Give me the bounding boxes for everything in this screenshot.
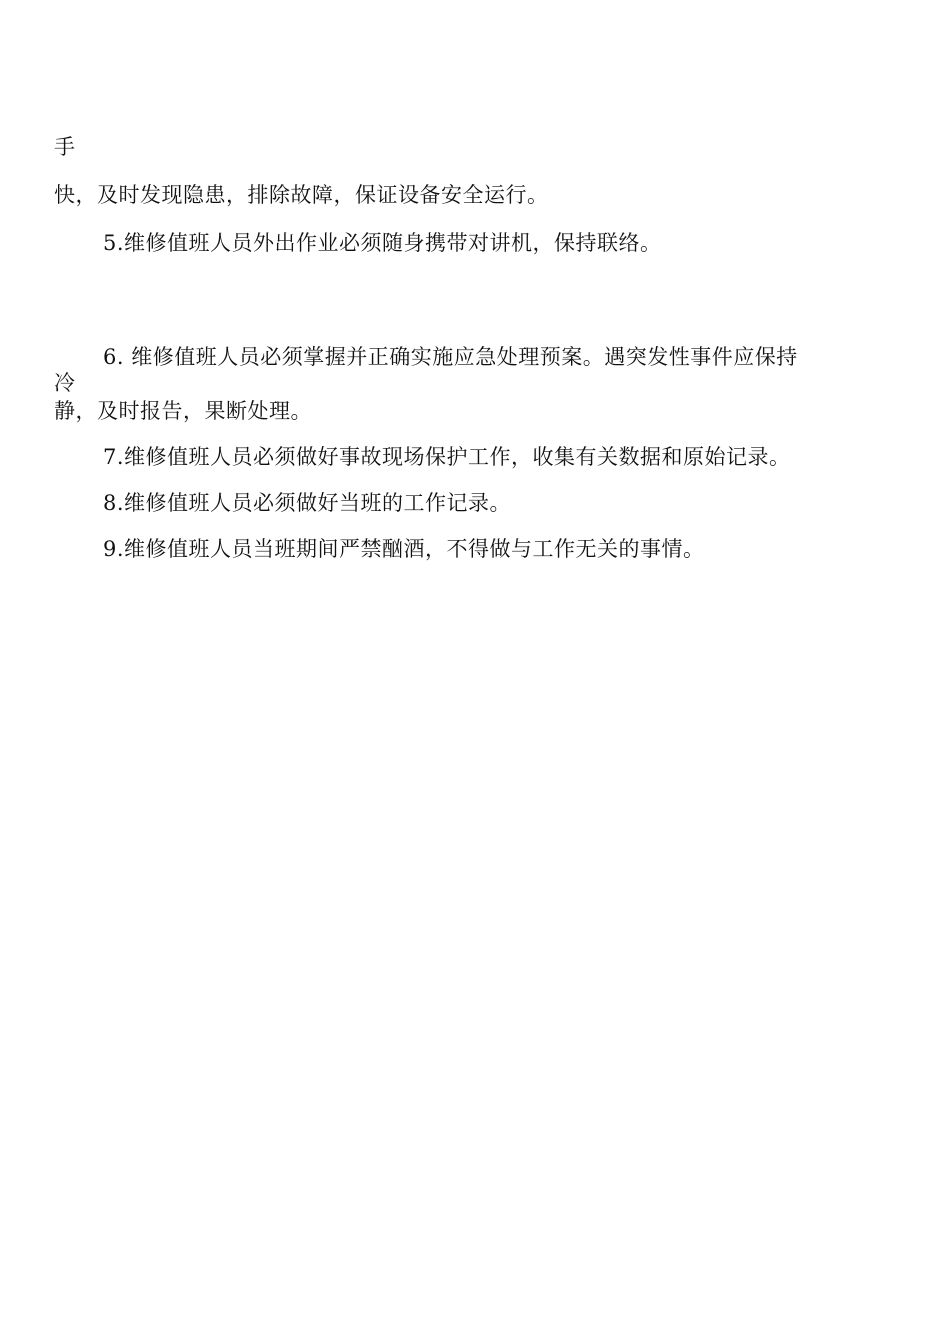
text-line-item-6-continuation: 静，及时报告，果断处理。 xyxy=(54,399,312,423)
text-line-item-7: 7.维修值班人员必须做好事故现场保护工作，收集有关数据和原始记录。 xyxy=(103,445,791,469)
text-line-fragment-cold: 冷 xyxy=(54,371,76,395)
text-line-item-5: 5.维修值班人员外出作业必须随身携带对讲机，保持联络。 xyxy=(103,231,662,255)
text-line-item-9: 9.维修值班人员当班期间严禁酗酒，不得做与工作无关的事情。 xyxy=(103,537,705,561)
text-line-item-4-continuation: 快，及时发现隐患，排除故障，保证设备安全运行。 xyxy=(54,183,549,207)
text-line-fragment-hand: 手 xyxy=(54,135,76,159)
text-line-item-8: 8.维修值班人员必须做好当班的工作记录。 xyxy=(103,491,512,515)
text-line-item-6: 6. 维修值班人员必须掌握并正确实施应急处理预案。遇突发性事件应保持 xyxy=(103,345,798,369)
